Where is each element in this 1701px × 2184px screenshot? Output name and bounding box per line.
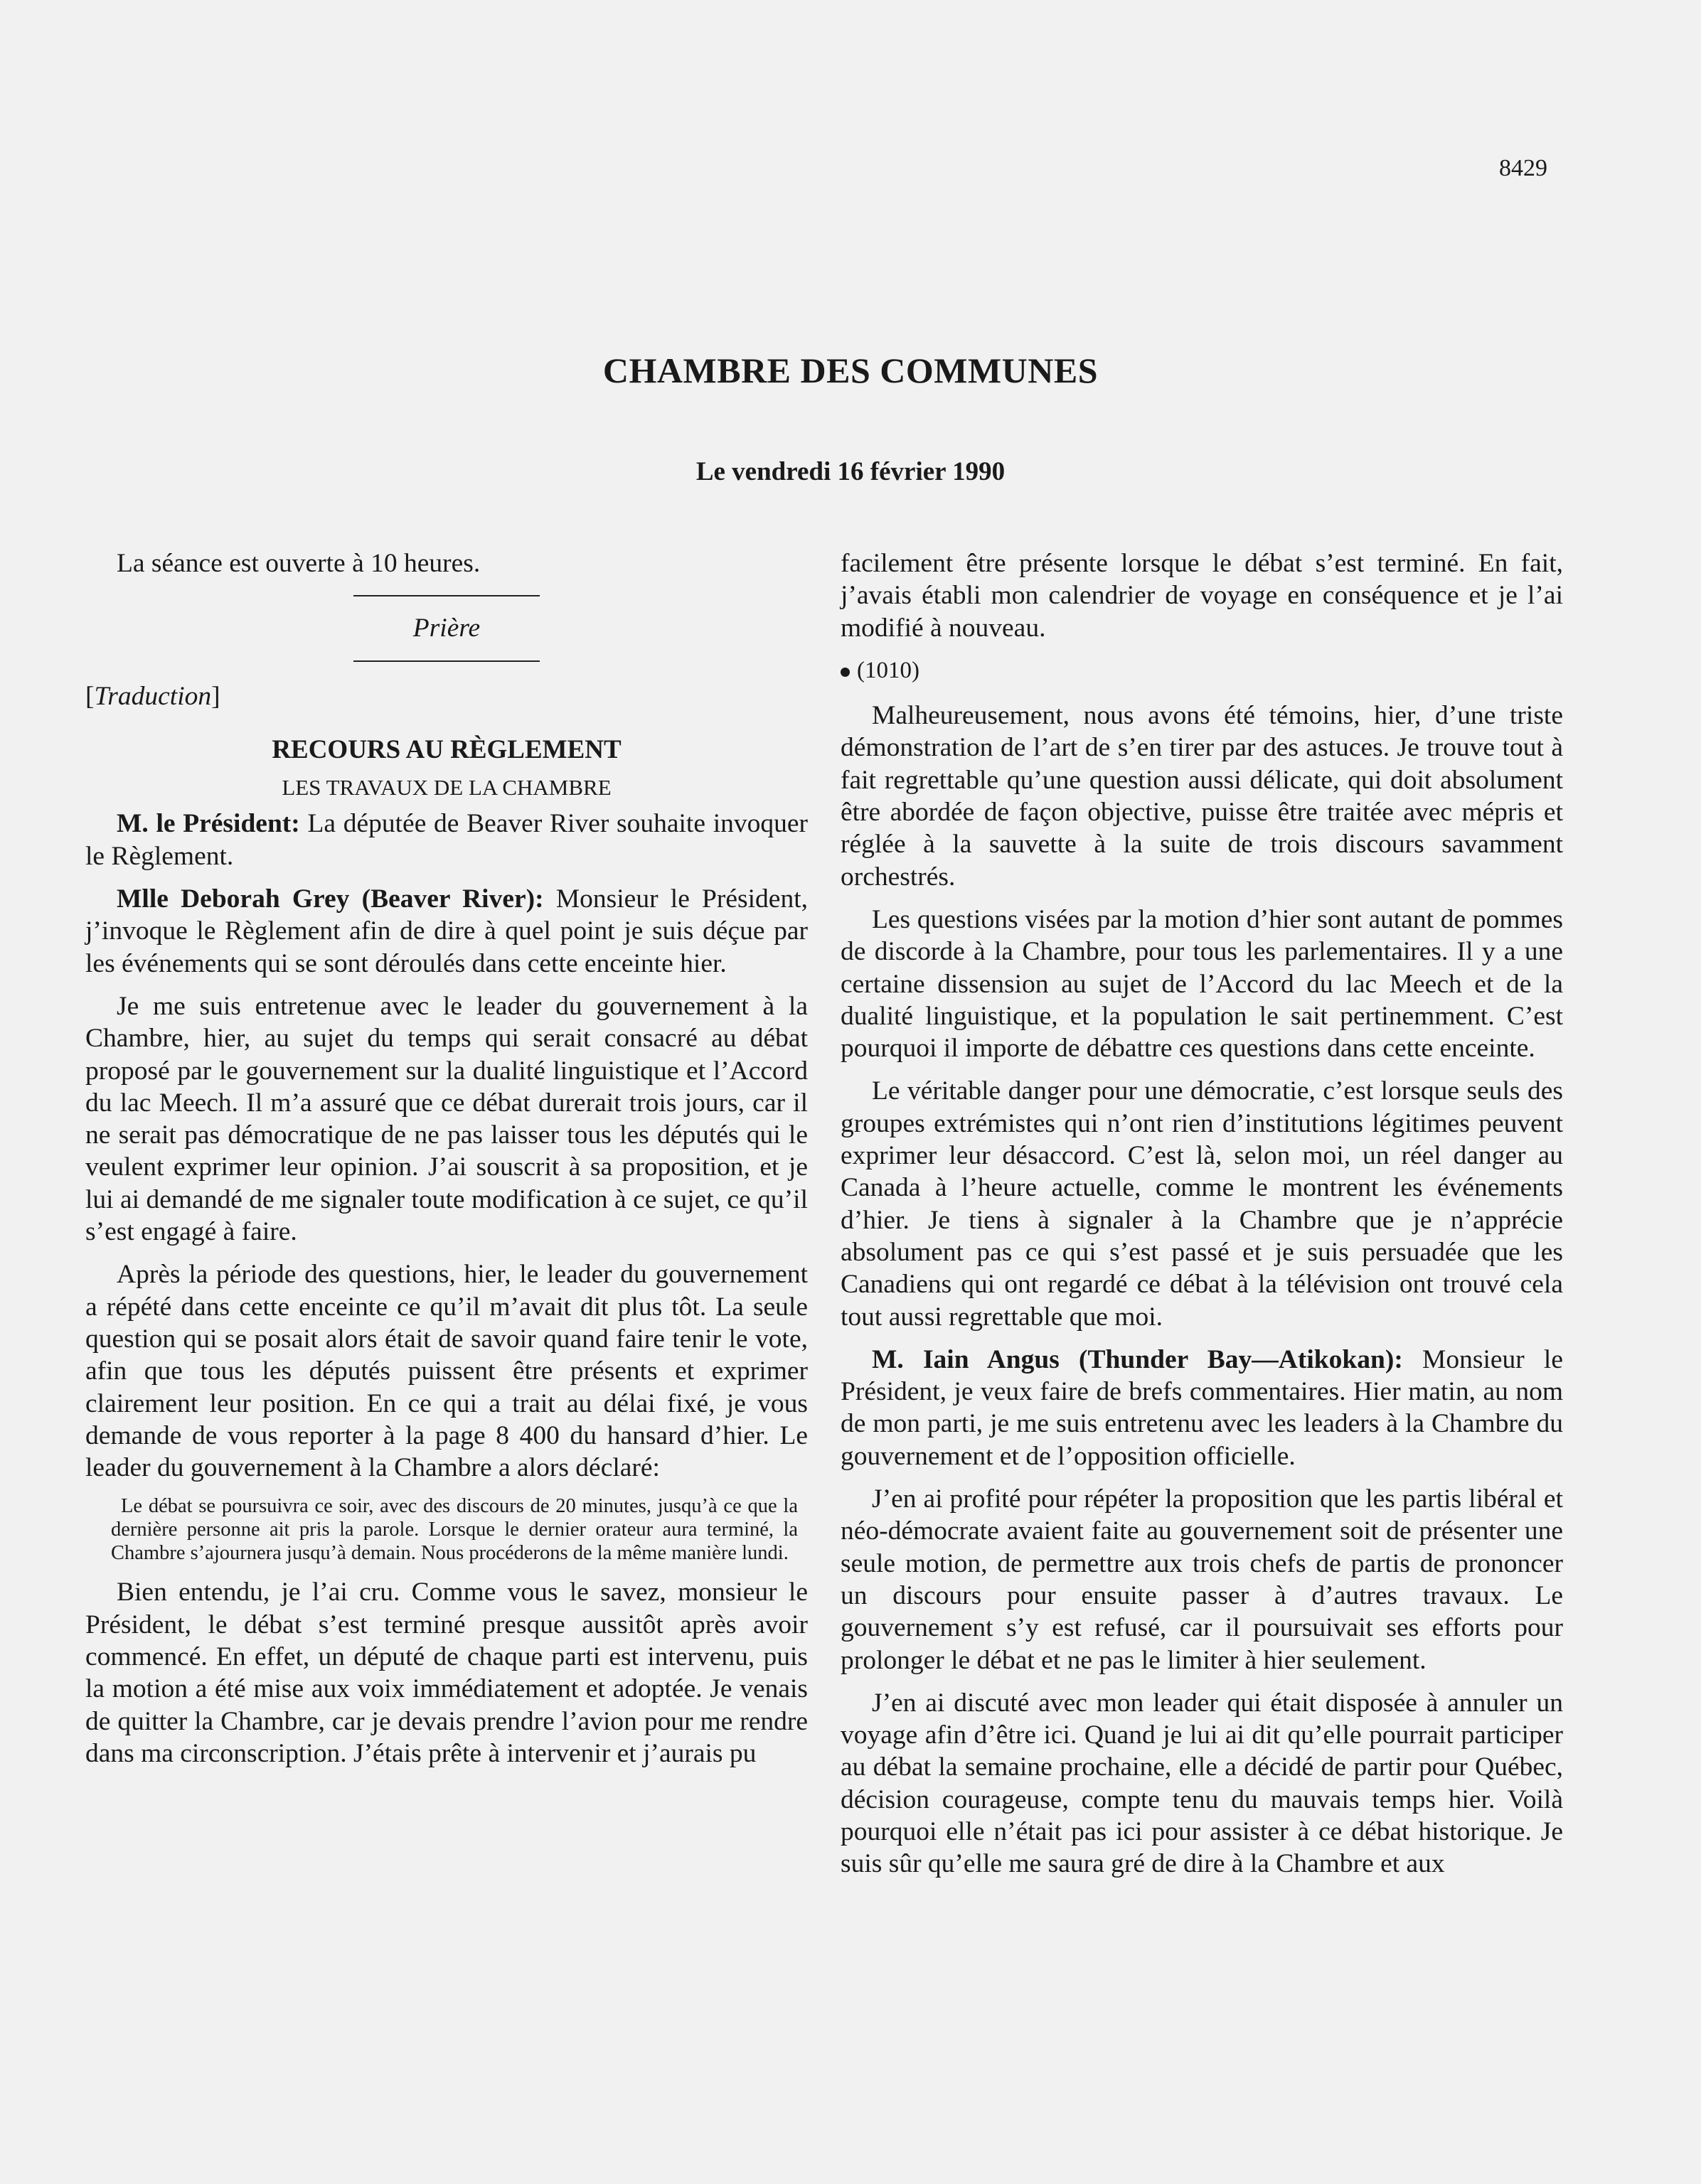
time-marker	[841, 655, 1563, 687]
divider	[353, 660, 540, 662]
speech-text: Monsieur le Président, j’invoque le Règlement afin de dire à quel point je suis déçue par les événements qui se sont déroulés dans cette enceinte hier.	[85, 884, 808, 978]
bullet-icon	[841, 668, 850, 677]
speech-text: La députée de Beaver River souhaite invoquer le Règlement.	[85, 809, 808, 871]
paragraph: Après la période des questions, hier, le leader du gouvernement a répété dans cette enceinte ce qu’il m’avait dit plus tôt. La seule question qui se posait alors était de savoir quand faire tenir le vote, afin que tous les députés puissent être présents et exprimer clairement leur position. En ce qui a trait au délai fixé, je vous demande de vous reporter à la page 8 400 du hansard d’hier. Le leader du gouvernement à la Chambre a alors déclaré:	[85, 1260, 808, 1483]
speaker-name: M. le Président:	[117, 809, 300, 839]
speaker-name: M. Iain Angus (Thunder Bay—Atikokan):	[872, 1344, 1403, 1374]
page-number: 8429	[1499, 155, 1547, 181]
paragraph: J’en ai discuté avec mon leader qui était disposée à annuler un voyage afin d’être ici. Quand je lui ai dit qu’elle pourrait participer au débat la semaine prochaine, elle a décidé de partir pour Québec, décision courageuse, compte tenu du mauvais temps hier. Voilà pourquoi elle n’était pas ici pour assister à ce débat historique. Je suis sûr qu’elle me saura gré de dire à la Chambre et aux	[841, 1688, 1563, 1879]
subsection-heading: LES TRAVAUX DE LA CHAMBRE	[282, 775, 612, 801]
paragraph: facilement être présente lorsque le débat s’est terminé. En fait, j’avais établi mon calendrier de voyage en conséquence et je l’ai modifié à nouveau.	[841, 549, 1563, 643]
section-heading: RECOURS AU RÈGLEMENT	[272, 734, 622, 764]
session-date: Le vendredi 16 février 1990	[695, 457, 1006, 486]
translation-note: [Traduction]	[85, 681, 220, 711]
paragraph: Bien entendu, je l’ai cru. Comme vous le savez, monsieur le Président, le débat s’est terminé presque aussitôt après avoir commencé. En effet, un député de chaque parti est intervenu, puis la motion a été mise aux voix immédiatement et adoptée. Je venais de quitter la Chambre, car je devais prendre l’avion pour me rendre dans ma circonscription. J’étais prête à intervenir et j’aurais pu	[85, 1578, 808, 1768]
paragraph	[841, 1344, 1563, 1472]
paragraph: J’en ai profité pour répéter la proposition que les partis libéral et néo-démocrate avaient faite au gouvernement soit de présenter une seule motion, de permettre aux trois chefs de partis de prononcer un discours pour ensuite passer à d’autres travaux. Le gouvernement s’y est refusé, car il poursuivait ses efforts pour prolonger le débat et ne pas le limiter à hier seulement.	[841, 1484, 1563, 1675]
paragraph: Le véritable danger pour une démocratie, c’est lorsque seuls des groupes extrémistes qui n’ont rien d’institutions légitimes peuvent exprimer leur désaccord. C’est là, selon moi, un réel danger au Canada à l’heure actuelle, comme le montrent les événements d’hier. Je tiens à signaler à la Chambre que je n’apprécie absolument pas ce qui s’est passé et je suis persuadée que les Canadiens qui ont regardé ce débat à la télévision ont trouvé cela tout aussi regrettable que moi.	[841, 1076, 1563, 1332]
left-column	[85, 547, 808, 1780]
time-marker-text: (1010)	[857, 657, 919, 683]
block-quote: Le débat se poursuivra ce soir, avec des discours de 20 minutes, jusqu’à ce que la dernière personne ait pris la parole. Lorsque le dernier orateur aura terminé, la Chambre s’ajournera jusqu’à demain. Nous procéderons de la même manière lundi.	[111, 1495, 798, 1565]
page-title: CHAMBRE DES COMMUNES	[602, 350, 1099, 390]
opening-line: La séance est ouverte à 10 heures.	[117, 549, 481, 578]
speech-text: Monsieur le Président, je veux faire de brefs commentaires. Hier matin, au nom de mon parti, je me suis entretenu avec les leaders à la Chambre du gouvernement et de l’opposition officielle.	[841, 1344, 1563, 1471]
paragraph	[85, 883, 808, 980]
divider	[353, 595, 540, 596]
translation-label: Traduction	[94, 681, 212, 711]
paragraph: Les questions visées par la motion d’hier sont autant de pommes de discorde à la Chambre, pour tous les parlementaires. Il y a une certaine dissension au sujet de l’Accord du lac Meech et de la dualité linguistique, et la population le sait pertinemment. C’est pourquoi il importe de débattre ces questions dans cette enceinte.	[841, 904, 1563, 1064]
paragraph	[85, 808, 808, 872]
paragraph: Malheureusement, nous avons été témoins, hier, d’une triste démonstration de l’art de s’en tirer par des astuces. Je trouve tout à fait regrettable qu’une question aussi délicate, qui doit absolument être abordée de façon objective, puisse être traitée avec mépris et réglée à la sauvette à la suite de trois discours savamment orchestrés.	[841, 701, 1563, 892]
paragraph: Je me suis entretenue avec le leader du gouvernement à la Chambre, hier, au sujet du temps qui serait consacré au débat proposé par le gouvernement sur la dualité linguistique et l’Accord du lac Meech. Il m’a assuré que ce débat durerait trois jours, car il ne serait pas démocratique de ne pas laisser tous les députés qui le veulent exprimer leur opinion. J’ai souscrit à sa proposition, et je lui ai demandé de me signaler toute modification à ce sujet, ce qu’il s’est engagé à faire.	[85, 991, 808, 1247]
prayer-heading: Prière	[412, 614, 481, 643]
right-column	[841, 547, 1563, 1891]
speaker-name: Mlle Deborah Grey (Beaver River):	[117, 884, 544, 914]
